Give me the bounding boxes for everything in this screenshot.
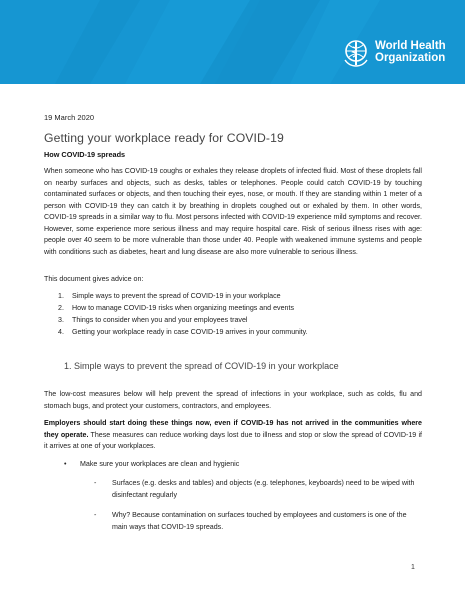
list-number: 3. [58, 316, 64, 324]
list-item [58, 326, 308, 338]
list-item [58, 302, 308, 314]
dash-icon: - [94, 511, 97, 519]
sub-bullet-item [94, 510, 416, 533]
org-name-line1: World Health [375, 40, 446, 52]
bullet-icon: • [64, 460, 67, 468]
org-name-line2: Organization [375, 52, 446, 64]
paragraph-employers [44, 418, 422, 453]
list-item [58, 290, 308, 302]
list-item [58, 314, 308, 326]
sub-bullet-text: Why? Because contamination on surfaces touched by employees and customers is one of the main ways that COVID-19 spreads. [112, 511, 407, 531]
advice-intro: This document gives advice on: [44, 275, 144, 283]
subheading: How COVID-19 spreads [44, 150, 126, 159]
sub-bullet-item [94, 478, 416, 501]
list-text: Simple ways to prevent the spread of COVID-19 in your workplace [72, 292, 281, 300]
list-number: 1. [58, 292, 64, 300]
paragraph-measures: The low-cost measures below will help prevent the spread of infections in your workplace, such as colds, flu and stomach bugs, and protect your customers, contractors, and employees. [44, 390, 422, 410]
header-banner [0, 0, 465, 84]
section-heading: 1. Simple ways to prevent the spread of COVID-19 in your workplace [64, 361, 339, 371]
list-number: 4. [58, 328, 64, 336]
bullet-item [64, 460, 239, 468]
who-emblem-icon [341, 38, 371, 68]
page-number: 1 [411, 564, 415, 571]
organization-name [375, 40, 446, 64]
employers-bold-text: Employers should start doing these things now, even if COVID-19 has not arrived in the communities where they operate. [44, 419, 422, 439]
advice-list [58, 290, 308, 338]
dash-icon: - [94, 479, 97, 487]
document-title: Getting your workplace ready for COVID-19 [44, 131, 284, 145]
list-text: Getting your workplace ready in case COVID-19 arrives in your community. [72, 328, 308, 336]
employers-rest-text: These measures can reduce working days lost due to illness and stop or slow the spread of COVID-19 if it arrives at one of your workplaces. [44, 430, 423, 450]
paragraph-spread: When someone who has COVID-19 coughs or exhales they release droplets of infected fluid. Most of these droplets fall on nearby surfaces and objects, such as desks, tables or telephones. People could catch COVID-19 by touching contaminated surfaces or objects, and then touching their eyes, nose, or mouth. If they are standing within 1 meter of a person with COVID-19 they can catch it by breathing in droplets coughed out or exhaled by them. In other words, COVID-19 spreads in a similar way to flu. Most persons infected with COVID-19 experience mild symptoms and recover. However, some experience more serious illness and may require hospital care. Risk of serious illness rises with age: people over 40 seem to be more vulnerable than those under 40. People with weakened immune systems and people with conditions such as diabetes, heart and lung disease are also more vulnerable to serious illness. [44, 167, 422, 256]
list-text: How to manage COVID-19 risks when organizing meetings and events [72, 304, 294, 312]
bullet-text: Make sure your workplaces are clean and hygienic [80, 460, 240, 468]
list-number: 2. [58, 304, 64, 312]
sub-bullet-text: Surfaces (e.g. desks and tables) and objects (e.g. telephones, keyboards) need to be wiped with disinfectant regularly [112, 479, 415, 499]
list-text: Things to consider when you and your employees travel [72, 316, 248, 324]
document-date: 19 March 2020 [44, 113, 95, 122]
